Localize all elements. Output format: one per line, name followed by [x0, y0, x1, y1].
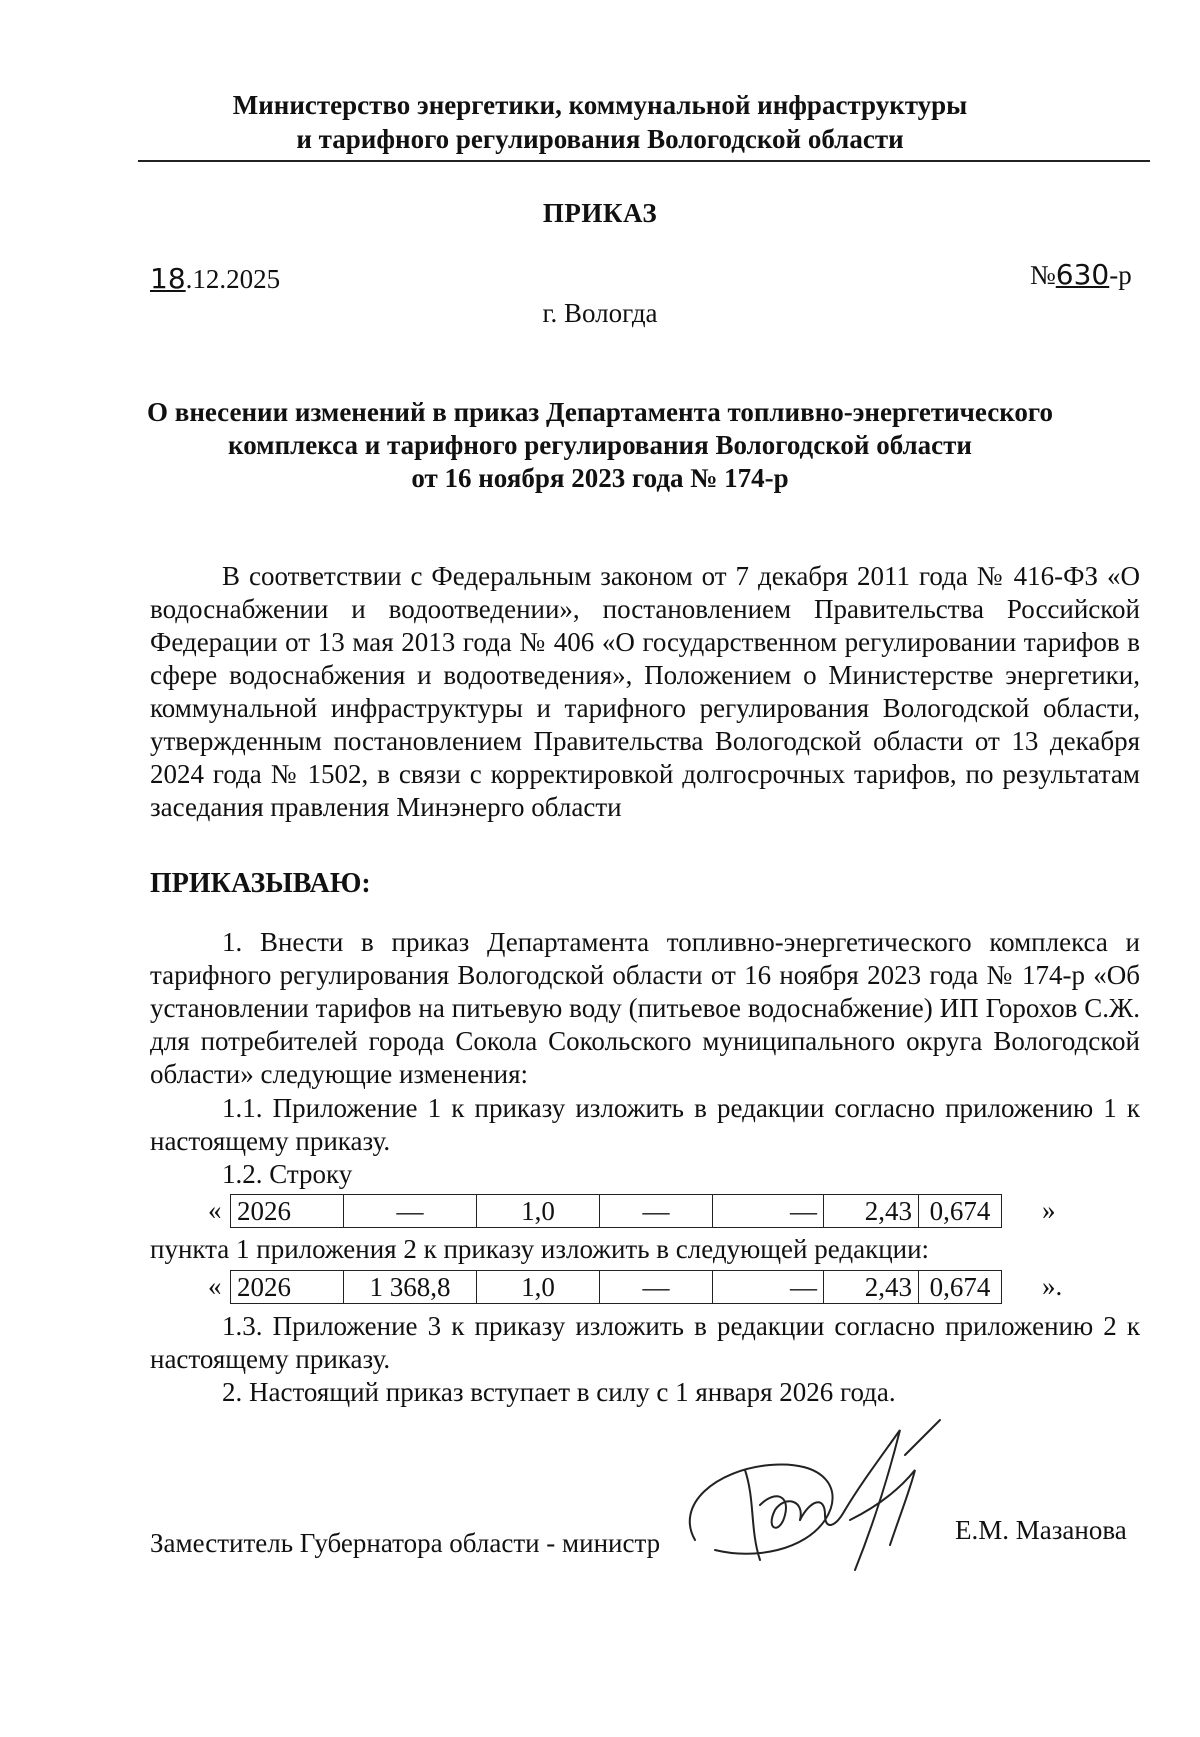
ministry-name-line1: Министерство энергетики, коммунальной инфраструктуры [232, 90, 968, 120]
cell: 0,674 [919, 1195, 1002, 1228]
doc-type-title: ПРИКАЗ [542, 198, 658, 228]
item-1-2: 1.2. Строку [222, 1159, 353, 1189]
order-number [1030, 258, 1132, 291]
cell: 2,43 [824, 1271, 919, 1304]
order-number-suffix: -р [1109, 260, 1132, 290]
item-1-1: 1.1. Приложение 1 к приказу изложить в редакции согласно приложению 1 к настоящему приказу. [150, 1093, 1140, 1156]
subject-line3: от 16 ноября 2023 года № 174-р [411, 463, 789, 493]
ministry-name-line2: и тарифного регулирования Вологодской области [296, 124, 904, 154]
cell: 1,0 [477, 1271, 600, 1304]
item-1-3: 1.3. Приложение 3 к приказу изложить в редакции согласно приложению 2 к настоящему приказу. [150, 1311, 1140, 1374]
cell: — [713, 1195, 824, 1228]
cell-year: 2026 [231, 1271, 344, 1304]
cell: 2,43 [824, 1195, 919, 1228]
quote-open-new: « [208, 1271, 222, 1301]
cell: — [600, 1271, 713, 1304]
order-number-prefix: № [1030, 260, 1056, 290]
city: г. Вологда [542, 298, 658, 328]
preamble: В соответствии с Федеральным законом от 7 декабря 2011 года № 416-ФЗ «О водоснабжении и водоотведении», постановлением Правительства Российской Федерации от 13 мая 2013 года № 406 «О государственном регулировании тарифов в сфере водоснабжения и водоотведения», Положением о Министерстве энергетики, коммунальной инфраструктуры и тарифного регулирования Вологодской области, утвержденным постановлением Правительства Вологодской области от 13 декабря 2024 года № 1502, в связи с корректировкой долгосрочных тарифов, по результатам заседания правления Минэнерго области [150, 561, 1140, 822]
cell: 0,674 [919, 1271, 1002, 1304]
cell: — [344, 1195, 477, 1228]
order-date-day: 18 [150, 262, 186, 295]
cell-year: 2026 [231, 1195, 344, 1228]
cell: 1 368,8 [344, 1271, 477, 1304]
quote-close-new: ». [1042, 1271, 1063, 1301]
cell: — [600, 1195, 713, 1228]
tariff-row-old [230, 1194, 1002, 1228]
order-word: ПРИКАЗЫВАЮ: [150, 868, 371, 899]
signatory-name: Е.М. Мазанова [955, 1515, 1127, 1545]
subject-line2: комплекса и тарифного регулирования Вологодской области [228, 430, 972, 460]
tariff-row-new [230, 1270, 1002, 1304]
signatory-title: Заместитель Губернатора области - министр [150, 1528, 661, 1558]
subject-line1: О внесении изменений в приказ Департамента топливно-энергетического [146, 397, 1053, 427]
quote-open-old: « [208, 1195, 222, 1225]
cell: — [713, 1271, 824, 1304]
quote-close-old: » [1042, 1195, 1056, 1225]
item-2: 2. Настоящий приказ вступает в силу с 1 января 2026 года. [222, 1377, 896, 1407]
between-text: пункта 1 приложения 2 к приказу изложить в следующей редакции: [150, 1234, 930, 1264]
order-date-rest: .12.2025 [185, 264, 281, 294]
item-1: 1. Внести в приказ Департамента топливно-энергетического комплекса и тарифного регулирования Вологодской области от 16 ноября 2023 года № 174-р «Об установлении тарифов на питьевую воду (питьевое водоснабжение) ИП Горохов С.Ж. для потребителей города Сокола Сокольского муниципального округа Вологодской области» следующие изменения: [150, 927, 1140, 1089]
handwritten-signature [675, 1410, 975, 1580]
order-number-value: 630 [1055, 258, 1110, 291]
cell: 1,0 [477, 1195, 600, 1228]
order-date [150, 262, 280, 295]
header-rule [138, 160, 1150, 162]
